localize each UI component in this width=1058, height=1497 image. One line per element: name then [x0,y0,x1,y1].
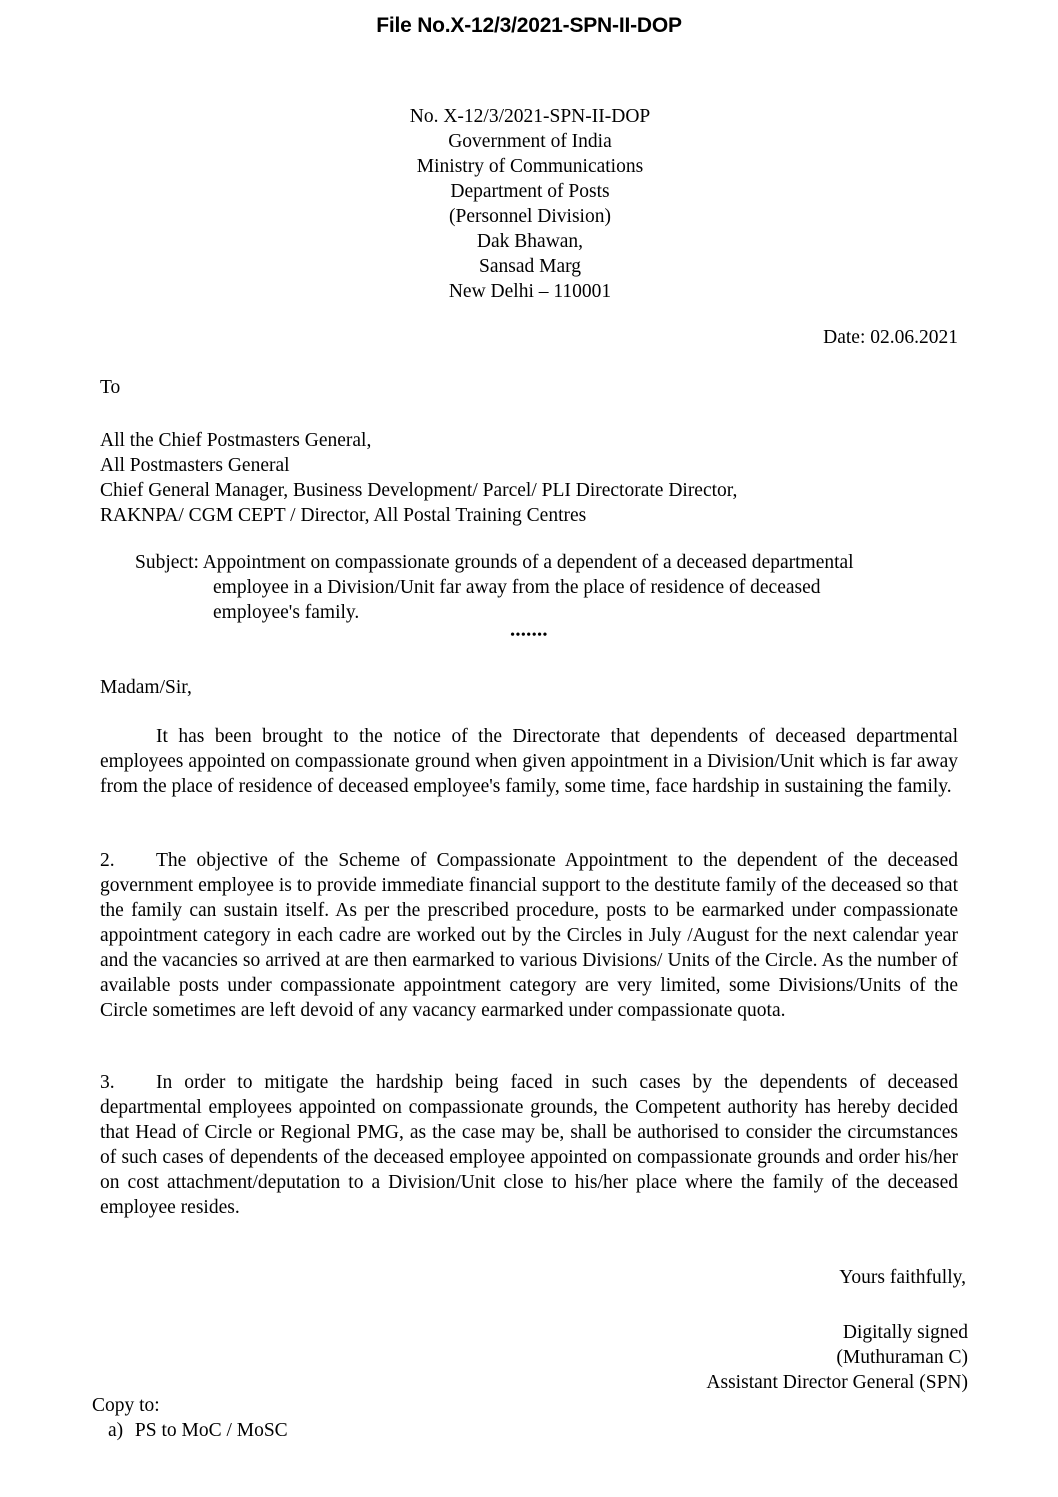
ministry-name: Ministry of Communications [416,156,644,177]
address-line-1: Dak Bhawan, [476,231,584,252]
to-label: To [100,377,121,398]
signatory-designation: Assistant Director General (SPN) [706,1372,968,1393]
salutation: Madam/Sir, [100,677,192,698]
copy-to-item [108,1420,288,1442]
address-line-2: Sansad Marg [478,256,581,277]
addressee: All the Chief Postmasters General, [100,430,372,451]
addressee: RAKNPA/ CGM CEPT / Director, All Postal Training Centres [100,505,587,526]
paragraph-text: In order to mitigate the hardship being faced in such cases by the dependents of deceased departmental employees appointed on compassionate grounds, the Competent authority has hereby decided that Head of Circle or Regional PMG, as the case may be, shall be authorised to consider the circumstances of such cases of dependents of the deceased employee appointed on compassionate grounds and order his/her on cost attachment/deputation to a Division/Unit close to his/her place where the family of the deceased employee resides. [100,1072,958,1218]
government-name: Government of India [448,131,612,152]
addressee: All Postmasters General [100,455,290,476]
paragraph-2 [100,848,958,1023]
copy-to-label: Copy to: [92,1395,160,1416]
addressee-list [100,428,737,528]
division-name: (Personnel Division) [449,206,611,227]
subject-block [135,550,935,625]
address-line-3: New Delhi – 110001 [448,281,612,302]
copy-to-recipient: PS to MoC / MoSC [134,1420,288,1441]
digital-signature-note: Digitally signed [842,1322,968,1343]
signature-block [706,1320,968,1395]
list-marker: a) [108,1420,124,1441]
addressee: Chief General Manager, Business Development/ Parcel/ PLI Directorate Director, [100,480,738,501]
section-separator: ••••••• [510,628,548,643]
subject-text: Appointment on compassionate grounds of a dependent of a deceased departmental [202,552,854,573]
subject-text-continued: employee's family. [213,602,360,623]
reference-number: No. X-12/3/2021-SPN-II-DOP [409,106,651,127]
copy-to-list [108,1420,288,1442]
paragraph-number: 2. [100,850,115,871]
subject-label: Subject: [135,552,203,573]
paragraph-3 [100,1070,958,1220]
file-number: File No.X-12/3/2021-SPN-II-DOP [376,14,682,37]
department-name: Department of Posts [450,181,610,202]
closing: Yours faithfully, [839,1267,966,1288]
paragraph-number: 3. [100,1072,115,1093]
letterhead [330,104,730,304]
subject-text-continued: employee in a Division/Unit far away from the place of residence of deceased [213,577,821,598]
paragraph-text: The objective of the Scheme of Compassionate Appointment to the dependent of the deceased government employee is to provide immediate financial support to the destitute family of the deceased so that the family can sustain itself. As per the prescribed procedure, posts to be earmarked under compassionate appointment category in each cadre are worked out by the Circles in July /August for the next calendar year and the vacancies so arrived at are then earmarked to various Divisions/ Units of the Circle. As the number of available posts under compassionate appointment category are very limited, some Divisions/Units of the Circle sometimes are left devoid of any vacancy earmarked under compassionate quota. [100,850,958,1021]
letter-date: Date: 02.06.2021 [823,327,958,348]
paragraph-1: It has been brought to the notice of the Directorate that dependents of deceased departmental employees appointed on compassionate ground when given appointment in a Division/Unit which is far away from the place of residence of deceased employee's family, some time, face hardship in sustaining the family. [100,726,958,797]
signatory-name: (Muthuraman C) [836,1347,968,1368]
